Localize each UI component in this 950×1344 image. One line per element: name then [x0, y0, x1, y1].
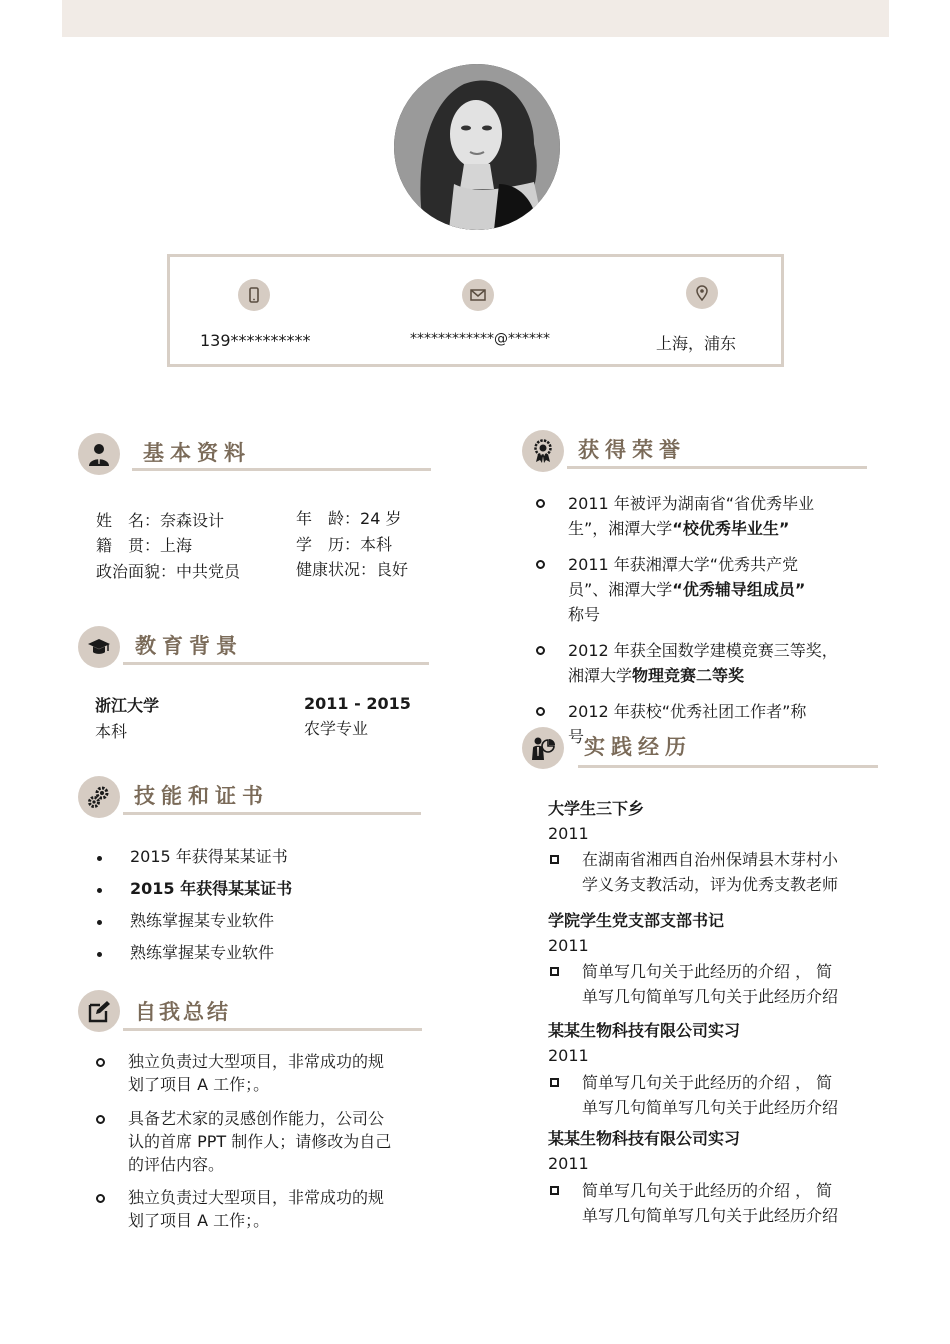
honor-item — [568, 638, 838, 688]
practice-title: 实践经历 — [584, 735, 692, 759]
honor-line: 号 — [568, 727, 585, 746]
skill-item: 熟练掌握某专业软件 — [130, 943, 275, 962]
origin-value: 上海 — [160, 536, 193, 555]
practice-year: 2011 — [548, 936, 589, 955]
basic-info-rule — [132, 468, 431, 471]
honors-title: 获得荣誉 — [578, 438, 686, 462]
origin-row — [96, 533, 192, 558]
skills-rule — [123, 812, 421, 815]
practice-org: 大学生三下乡 — [548, 799, 645, 818]
political-value: 中共党员 — [176, 562, 241, 581]
practice-desc — [582, 959, 838, 1009]
award-badge-icon — [522, 430, 564, 472]
summary-line: 的评估内容。 — [128, 1155, 225, 1174]
edu-school: 浙江大学 — [95, 696, 160, 715]
education-rule — [123, 662, 429, 665]
practice-line: 单写几句简单写几句关于此经历介绍 — [582, 1098, 839, 1117]
political-label: 政治面貌： — [96, 562, 177, 581]
health-label: 健康状况： — [296, 560, 377, 579]
practice-desc — [582, 1070, 838, 1120]
mail-icon — [462, 279, 494, 311]
profile-photo — [394, 64, 560, 230]
honor-line: 2011 年被评为湖南省“省优秀毕业 — [568, 494, 815, 513]
practice-bullet — [550, 967, 559, 976]
summary-line: 认的首席 PPT 制作人；请修改为自己 — [128, 1132, 392, 1151]
summary-title: 自我总结 — [135, 1000, 231, 1024]
practice-line: 在湖南省湘西自治州保靖县木芽村小 — [582, 850, 839, 869]
practice-rule — [578, 765, 878, 768]
honor-bullet — [536, 560, 545, 569]
honor-bullet — [536, 646, 545, 655]
practice-line: 单写几句简单写几句关于此经历介绍 — [582, 1206, 839, 1225]
skill-bullet — [97, 952, 102, 957]
gears-icon — [78, 776, 120, 818]
honor-text: 生”，湘潭大学 — [568, 519, 673, 538]
honor-bullet — [536, 707, 545, 716]
contact-box — [167, 254, 784, 367]
honor-text: 湘潭大学 — [568, 666, 633, 685]
contact-phone — [170, 257, 345, 364]
honor-highlight: “优秀辅导组成员” — [672, 580, 806, 599]
summary-bullet — [96, 1115, 105, 1124]
practice-year: 2011 — [548, 1046, 589, 1065]
practice-line: 简单写几句关于此经历的介绍 ， 简 — [582, 962, 833, 981]
honor-highlight: 物理竞赛二等奖 — [632, 666, 745, 685]
skill-bullet — [97, 920, 102, 925]
top-band — [62, 0, 889, 37]
summary-line: 划了项目 A 工作；。 — [128, 1211, 270, 1230]
user-icon — [78, 433, 120, 475]
honor-line — [568, 663, 838, 688]
honor-bullet — [536, 499, 545, 508]
honor-line: 2012 年获全国数学建模竞赛三等奖， — [568, 641, 838, 660]
basic-info-title: 基本资料 — [143, 441, 251, 465]
origin-label: 籍 贯： — [96, 536, 161, 555]
summary-line: 具备艺术家的灵感创作能力，公司公 — [128, 1109, 385, 1128]
summary-item — [128, 1050, 384, 1096]
practice-desc — [582, 847, 838, 897]
location-text: 上海，浦东 — [656, 334, 737, 353]
summary-item — [128, 1186, 384, 1232]
skill-item: 2015 年获得某某证书 — [130, 847, 288, 866]
honor-item — [568, 491, 814, 541]
email-text: ************@****** — [410, 331, 550, 347]
practice-line: 单写几句简单写几句关于此经历介绍 — [582, 987, 839, 1006]
education-title: 教育背景 — [135, 634, 243, 658]
edu-years: 2011 - 2015 — [304, 694, 411, 713]
honor-line — [568, 516, 814, 541]
practice-bullet — [550, 1186, 559, 1195]
honor-line: 称号 — [568, 605, 601, 624]
practice-line: 学义务支教活动，评为优秀支教老师 — [582, 875, 839, 894]
degree-value: 本科 — [360, 535, 393, 554]
skill-bullet — [97, 856, 102, 861]
age-label: 年 龄： — [296, 509, 361, 528]
phone-icon — [238, 279, 270, 311]
summary-bullet — [96, 1194, 105, 1203]
skill-bullet — [97, 888, 102, 893]
edit-icon — [78, 990, 120, 1032]
presenter-chart-icon — [522, 727, 564, 769]
skills-title: 技能和证书 — [134, 784, 269, 808]
name-row — [96, 508, 224, 533]
edu-level: 本科 — [95, 722, 128, 741]
summary-line: 划了项目 A 工作；。 — [128, 1075, 270, 1094]
practice-bullet — [550, 855, 559, 864]
honor-line — [568, 577, 805, 602]
summary-bullet — [96, 1058, 105, 1067]
practice-org: 某某生物科技有限公司实习 — [548, 1129, 741, 1148]
practice-line: 简单写几句关于此经历的介绍 ， 简 — [582, 1181, 833, 1200]
political-row — [96, 559, 240, 584]
phone-text: 139********** — [200, 331, 311, 350]
practice-org: 某某生物科技有限公司实习 — [548, 1021, 741, 1040]
summary-line: 独立负责过大型项目，非常成功的规 — [128, 1188, 385, 1207]
graduation-cap-icon — [78, 626, 120, 668]
honor-text: 员”、湘潭大学 — [568, 580, 673, 599]
contact-email — [400, 257, 560, 364]
practice-org: 学院学生党支部支部书记 — [548, 911, 725, 930]
practice-year: 2011 — [548, 824, 589, 843]
location-pin-icon — [686, 277, 718, 309]
age-value: 24 岁 — [360, 509, 402, 528]
skill-item: 熟练掌握某专业软件 — [130, 911, 275, 930]
summary-rule — [123, 1028, 422, 1031]
name-value: 奈森设计 — [160, 511, 225, 530]
honor-highlight: “校优秀毕业生” — [672, 519, 790, 538]
health-value: 良好 — [376, 560, 409, 579]
edu-major: 农学专业 — [304, 719, 369, 738]
honor-line: 2012 年获校“优秀社团工作者”称 — [568, 702, 807, 721]
honor-line: 2011 年获湘潭大学“优秀共产党 — [568, 555, 799, 574]
summary-line: 独立负责过大型项目，非常成功的规 — [128, 1052, 385, 1071]
contact-location — [640, 257, 780, 364]
degree-label: 学 历： — [296, 535, 361, 554]
health-row — [296, 557, 408, 582]
honors-rule — [567, 466, 867, 469]
age-row — [296, 506, 401, 531]
summary-item — [128, 1107, 391, 1176]
practice-desc — [582, 1178, 838, 1228]
degree-row — [296, 532, 392, 557]
practice-line: 简单写几句关于此经历的介绍 ， 简 — [582, 1073, 833, 1092]
name-label: 姓 名： — [96, 511, 161, 530]
practice-year: 2011 — [548, 1154, 589, 1173]
honor-item — [568, 552, 805, 627]
skill-item: 2015 年获得某某证书 — [130, 879, 293, 898]
practice-bullet — [550, 1078, 559, 1087]
